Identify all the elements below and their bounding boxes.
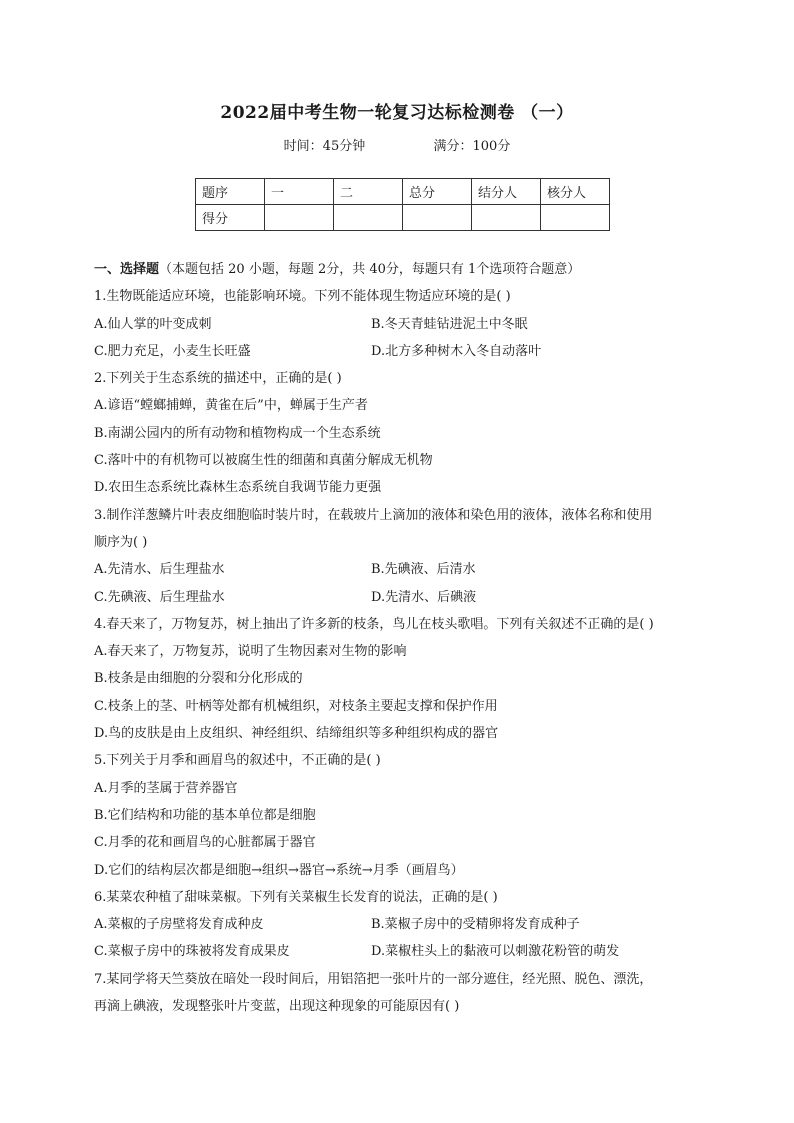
- score-cell[interactable]: [265, 205, 334, 231]
- answer-option[interactable]: A.月季的茎属于营养器官: [94, 780, 238, 796]
- answer-option[interactable]: C.菜椒子房中的珠被将发育成果皮: [94, 944, 290, 960]
- question-stem: 再滴上碘液，发现整张叶片变蓝，出现这种现象的可能原因有( ): [94, 999, 460, 1015]
- score-table-header-cell: 二: [334, 179, 403, 205]
- answer-option[interactable]: B.菜椒子房中的受精卵将发育成种子: [371, 917, 580, 933]
- question-list: [94, 283, 714, 1020]
- answer-option[interactable]: A.先清水、后生理盐水: [94, 562, 225, 578]
- option-row: [94, 338, 714, 365]
- question-2: [94, 365, 714, 501]
- section-heading: [94, 256, 714, 283]
- answer-option[interactable]: C.枝条上的茎、叶柄等处都有机械组织，对枝条主要起支撑和保护作用: [94, 698, 498, 714]
- score-table-header-row: [196, 179, 610, 205]
- question-stem: 顺序为( ): [94, 534, 148, 550]
- score-table-header-cell: 一: [265, 179, 334, 205]
- answer-option[interactable]: B.它们结构和功能的基本单位都是细胞: [94, 807, 316, 823]
- answer-option[interactable]: D.北方多种树木入冬自动落叶: [371, 343, 542, 359]
- answer-option[interactable]: D.鸟的皮肤是由上皮组织、神经组织、结缔组织等多种组织构成的器官: [94, 726, 499, 742]
- question-stem: 6.某菜农种植了甜味菜椒。下列有关菜椒生长发育的说法，正确的是( ): [94, 889, 498, 905]
- answer-option[interactable]: D.农田生态系统比森林生态系统自我调节能力更强: [94, 480, 382, 496]
- question-6: [94, 884, 714, 966]
- question-stem: 4.春天来了，万物复苏，树上抽出了许多新的枝条，鸟儿在枝头歌唱。下列有关叙述不正确的是( ): [94, 616, 654, 632]
- answer-option[interactable]: B.先碘液、后清水: [371, 562, 476, 578]
- answer-option[interactable]: B.枝条是由细胞的分裂和分化形成的: [94, 671, 303, 687]
- option-row: [94, 556, 714, 583]
- answer-option[interactable]: C.先碘液、后生理盐水: [94, 589, 225, 605]
- score-table-header-cell: 总分: [403, 179, 472, 205]
- option-row: [94, 938, 714, 965]
- time-limit: 时间：45分钟: [283, 139, 366, 154]
- question-stem: 2.下列关于生态系统的描述中，正确的是( ): [94, 371, 342, 387]
- score-cell[interactable]: [334, 205, 403, 231]
- question-stem: 1.生物既能适应环境，也能影响环境。下列不能体现生物适应环境的是( ): [94, 289, 511, 305]
- score-row-label: 得分: [196, 205, 265, 231]
- answer-option[interactable]: C.落叶中的有机物可以被腐生性的细菌和真菌分解成无机物: [94, 453, 433, 469]
- score-table-header-cell: 题序: [196, 179, 265, 205]
- option-row: [94, 311, 714, 338]
- exam-content: [94, 256, 714, 1020]
- answer-option[interactable]: D.先清水、后碘液: [371, 589, 477, 605]
- answer-option[interactable]: A.春天来了，万物复苏，说明了生物因素对生物的影响: [94, 644, 407, 660]
- score-table: [195, 178, 610, 231]
- score-cell[interactable]: [472, 205, 541, 231]
- section-title: 一、选择题: [94, 262, 160, 277]
- question-stem: 7.某同学将天竺葵放在暗处一段时间后，用铝箔把一张叶片的一部分遮住，经光照、脱色、漂洗，: [94, 971, 653, 987]
- answer-option[interactable]: D.菜椒柱头上的黏液可以刺激花粉管的萌发: [371, 944, 620, 960]
- section-note: （本题包括 20 小题，每题 2分，共 40分，每题只有 1个选项符合题意）: [159, 262, 581, 277]
- score-cell[interactable]: [541, 205, 610, 231]
- answer-option[interactable]: A.谚语“螳螂捕蝉，黄雀在后”中，蝉属于生产者: [94, 398, 368, 414]
- question-stem: 3.制作洋葱鳞片叶表皮细胞临时装片时，在载玻片上滴加的液体和染色用的液体，液体名称和使用: [94, 507, 653, 523]
- question-4: [94, 611, 714, 747]
- full-score: 满分：100分: [433, 139, 511, 154]
- option-row: [94, 584, 714, 611]
- score-cell[interactable]: [403, 205, 472, 231]
- exam-title: 2022届中考生物一轮复习达标检测卷 （一）: [220, 103, 574, 123]
- answer-option[interactable]: D.它们的结构层次都是细胞→组织→器官→系统→月季（画眉鸟）: [94, 862, 464, 878]
- answer-option[interactable]: B.南湖公园内的所有动物和植物构成一个生态系统: [94, 425, 381, 441]
- option-row: [94, 911, 714, 938]
- question-5: [94, 747, 714, 883]
- exam-meta: [0, 135, 794, 154]
- answer-option[interactable]: C.肥力充足，小麦生长旺盛: [94, 343, 251, 359]
- question-3: [94, 502, 714, 611]
- score-table-header-cell: 结分人: [472, 179, 541, 205]
- answer-option[interactable]: B.冬天青蛙钻进泥土中冬眠: [371, 316, 528, 332]
- question-7: [94, 966, 714, 1021]
- score-table-score-row: [196, 205, 610, 231]
- answer-option[interactable]: A.仙人掌的叶变成刺: [94, 316, 212, 332]
- answer-option[interactable]: A.菜椒的子房壁将发育成种皮: [94, 917, 264, 933]
- answer-option[interactable]: C.月季的花和画眉鸟的心脏都属于器官: [94, 835, 316, 851]
- score-table-header-cell: 核分人: [541, 179, 610, 205]
- question-1: [94, 283, 714, 365]
- question-stem: 5.下列关于月季和画眉鸟的叙述中，不正确的是( ): [94, 753, 381, 769]
